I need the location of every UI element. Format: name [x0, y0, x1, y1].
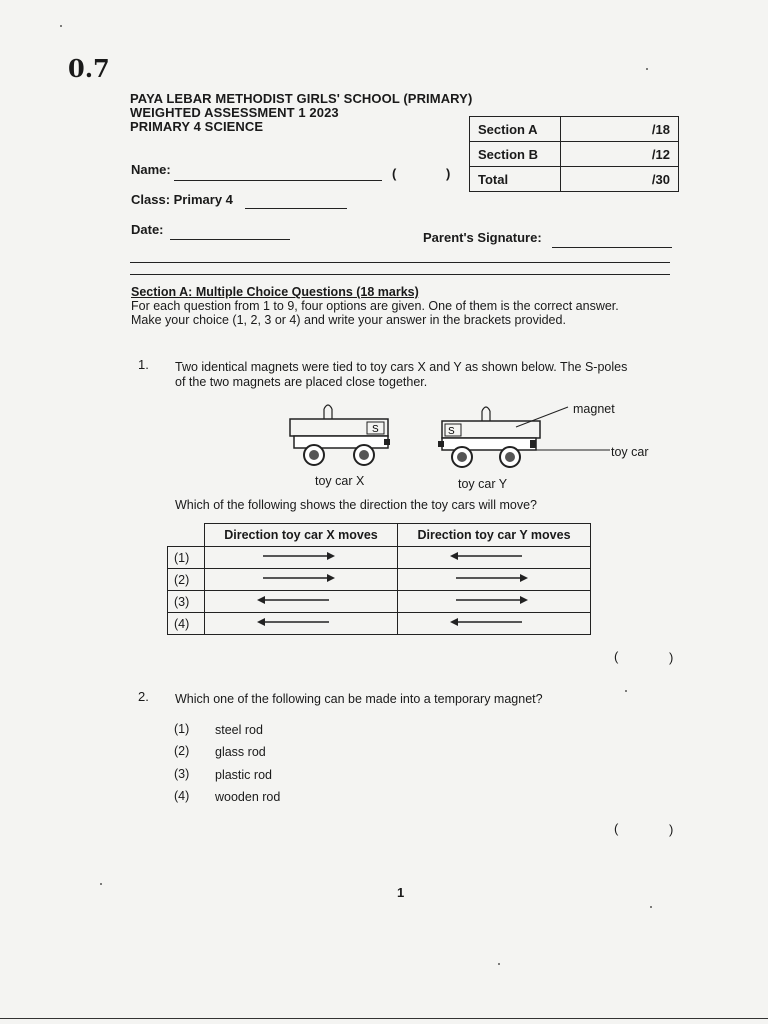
- section-a-title: Section A: Multiple Choice Questions (18 marks): [131, 285, 419, 299]
- q2-option-number: (4): [174, 789, 190, 803]
- arrow-right-icon: [327, 552, 335, 560]
- toy-car-y: [438, 407, 540, 467]
- toy-car-label: toy car: [611, 445, 649, 459]
- q1-prompt: Which of the following shows the direction the toy cars will move?: [175, 498, 537, 512]
- class-label: Class: Primary 4: [131, 192, 233, 207]
- q1-answer-close[interactable]: ): [669, 650, 674, 665]
- scan-speck: [498, 963, 500, 965]
- car-y-label: toy car Y: [458, 477, 508, 491]
- date-line[interactable]: [170, 225, 290, 240]
- score-section-label: Section A: [470, 117, 561, 142]
- q2-option-number: (3): [174, 767, 190, 781]
- score-row: [470, 167, 679, 192]
- y-direction-cell: [398, 591, 591, 613]
- pole-x-label: S: [372, 424, 379, 435]
- x-direction-cell: [205, 569, 398, 591]
- page-number: 1: [397, 885, 405, 900]
- y-direction-arrow: [404, 593, 584, 607]
- register-close-paren: ): [446, 166, 451, 181]
- subject-title: PRIMARY 4 SCIENCE: [130, 119, 264, 134]
- score-value: /12: [561, 142, 679, 167]
- parent-signature-label: Parent's Signature:: [423, 230, 542, 245]
- q2-option-label: steel rod: [215, 723, 263, 737]
- arrow-right-icon: [520, 574, 528, 582]
- name-line[interactable]: [174, 166, 382, 181]
- class-line[interactable]: [245, 194, 347, 209]
- scan-speck: [60, 25, 62, 27]
- q2-option-label: glass rod: [215, 745, 266, 759]
- divider-rule-1: [130, 262, 670, 263]
- y-direction-cell: [398, 613, 591, 635]
- q2-option-label: plastic rod: [215, 768, 272, 782]
- register-open-paren: (: [392, 166, 397, 181]
- scan-speck: [646, 68, 648, 70]
- score-row: [470, 117, 679, 142]
- name-label: Name:: [131, 162, 171, 177]
- score-section-label: Section B: [470, 142, 561, 167]
- q2-option-number: (1): [174, 722, 190, 736]
- direction-row: [168, 613, 591, 635]
- date-label: Date:: [131, 222, 164, 237]
- q2-option-number: (2): [174, 744, 190, 758]
- option-number: (3): [168, 591, 205, 613]
- q1-text-1: Two identical magnets were tied to toy cars X and Y as shown below. The S-poles: [175, 360, 628, 374]
- y-direction-arrow: [404, 549, 584, 563]
- y-direction-arrow: [404, 615, 584, 629]
- direction-row: [168, 547, 591, 569]
- q2-number: 2.: [138, 689, 149, 704]
- y-direction-cell: [398, 547, 591, 569]
- arrow-right-icon: [327, 574, 335, 582]
- y-direction-cell: [398, 569, 591, 591]
- toy-car-x: [290, 405, 390, 465]
- q2-answer-open[interactable]: (: [614, 821, 619, 836]
- option-number: (1): [168, 547, 205, 569]
- magnet-label: magnet: [573, 402, 615, 416]
- score-value: /30: [561, 167, 679, 192]
- x-direction-cell: [205, 547, 398, 569]
- x-direction-arrow: [211, 549, 391, 563]
- score-row: [470, 142, 679, 167]
- assessment-title: WEIGHTED ASSESSMENT 1 2023: [130, 105, 339, 120]
- x-direction-arrow: [211, 615, 391, 629]
- magnet-callout-line: [516, 407, 568, 427]
- direction-table: [167, 523, 591, 635]
- scan-speck: [625, 690, 627, 692]
- arrow-left-icon: [257, 618, 265, 626]
- section-a-instruction-2: Make your choice (1, 2, 3 or 4) and write your answer in the brackets provided.: [131, 313, 566, 327]
- x-direction-cell: [205, 613, 398, 635]
- q1-number: 1.: [138, 357, 149, 372]
- direction-row: [168, 591, 591, 613]
- x-direction-arrow: [211, 593, 391, 607]
- q2-answer-close[interactable]: ): [669, 822, 674, 837]
- y-direction-arrow: [404, 571, 584, 585]
- option-number: (2): [168, 569, 205, 591]
- direction-row: [168, 569, 591, 591]
- score-note: 0.7: [68, 54, 110, 83]
- arrow-left-icon: [450, 618, 458, 626]
- car-x-label: toy car X: [315, 474, 365, 488]
- x-direction-cell: [205, 591, 398, 613]
- header-car-x: Direction toy car X moves: [205, 524, 398, 547]
- parent-signature-line[interactable]: [552, 233, 672, 248]
- q2-option-label: wooden rod: [215, 790, 281, 804]
- pole-y-label: S: [448, 426, 455, 437]
- arrow-right-icon: [520, 596, 528, 604]
- page-bottom-edge: [0, 1018, 768, 1019]
- option-number: (4): [168, 613, 205, 635]
- score-value: /18: [561, 117, 679, 142]
- divider-rule-2: [130, 274, 670, 275]
- x-direction-arrow: [211, 571, 391, 585]
- scan-speck: [100, 883, 102, 885]
- header-car-y: Direction toy car Y moves: [398, 524, 591, 547]
- scan-speck: [650, 906, 652, 908]
- arrow-left-icon: [257, 596, 265, 604]
- arrow-left-icon: [450, 552, 458, 560]
- q2-text: Which one of the following can be made into a temporary magnet?: [175, 692, 543, 706]
- section-a-instruction-1: For each question from 1 to 9, four options are given. One of them is the correct answer.: [131, 299, 619, 313]
- score-table: [469, 116, 679, 192]
- direction-table-corner: [168, 524, 205, 547]
- score-section-label: Total: [470, 167, 561, 192]
- q1-answer-open[interactable]: (: [614, 649, 619, 664]
- school-name: PAYA LEBAR METHODIST GIRLS' SCHOOL (PRIMARY): [130, 91, 473, 106]
- direction-table-header: [168, 524, 591, 547]
- q1-text-2: of the two magnets are placed close together.: [175, 375, 428, 389]
